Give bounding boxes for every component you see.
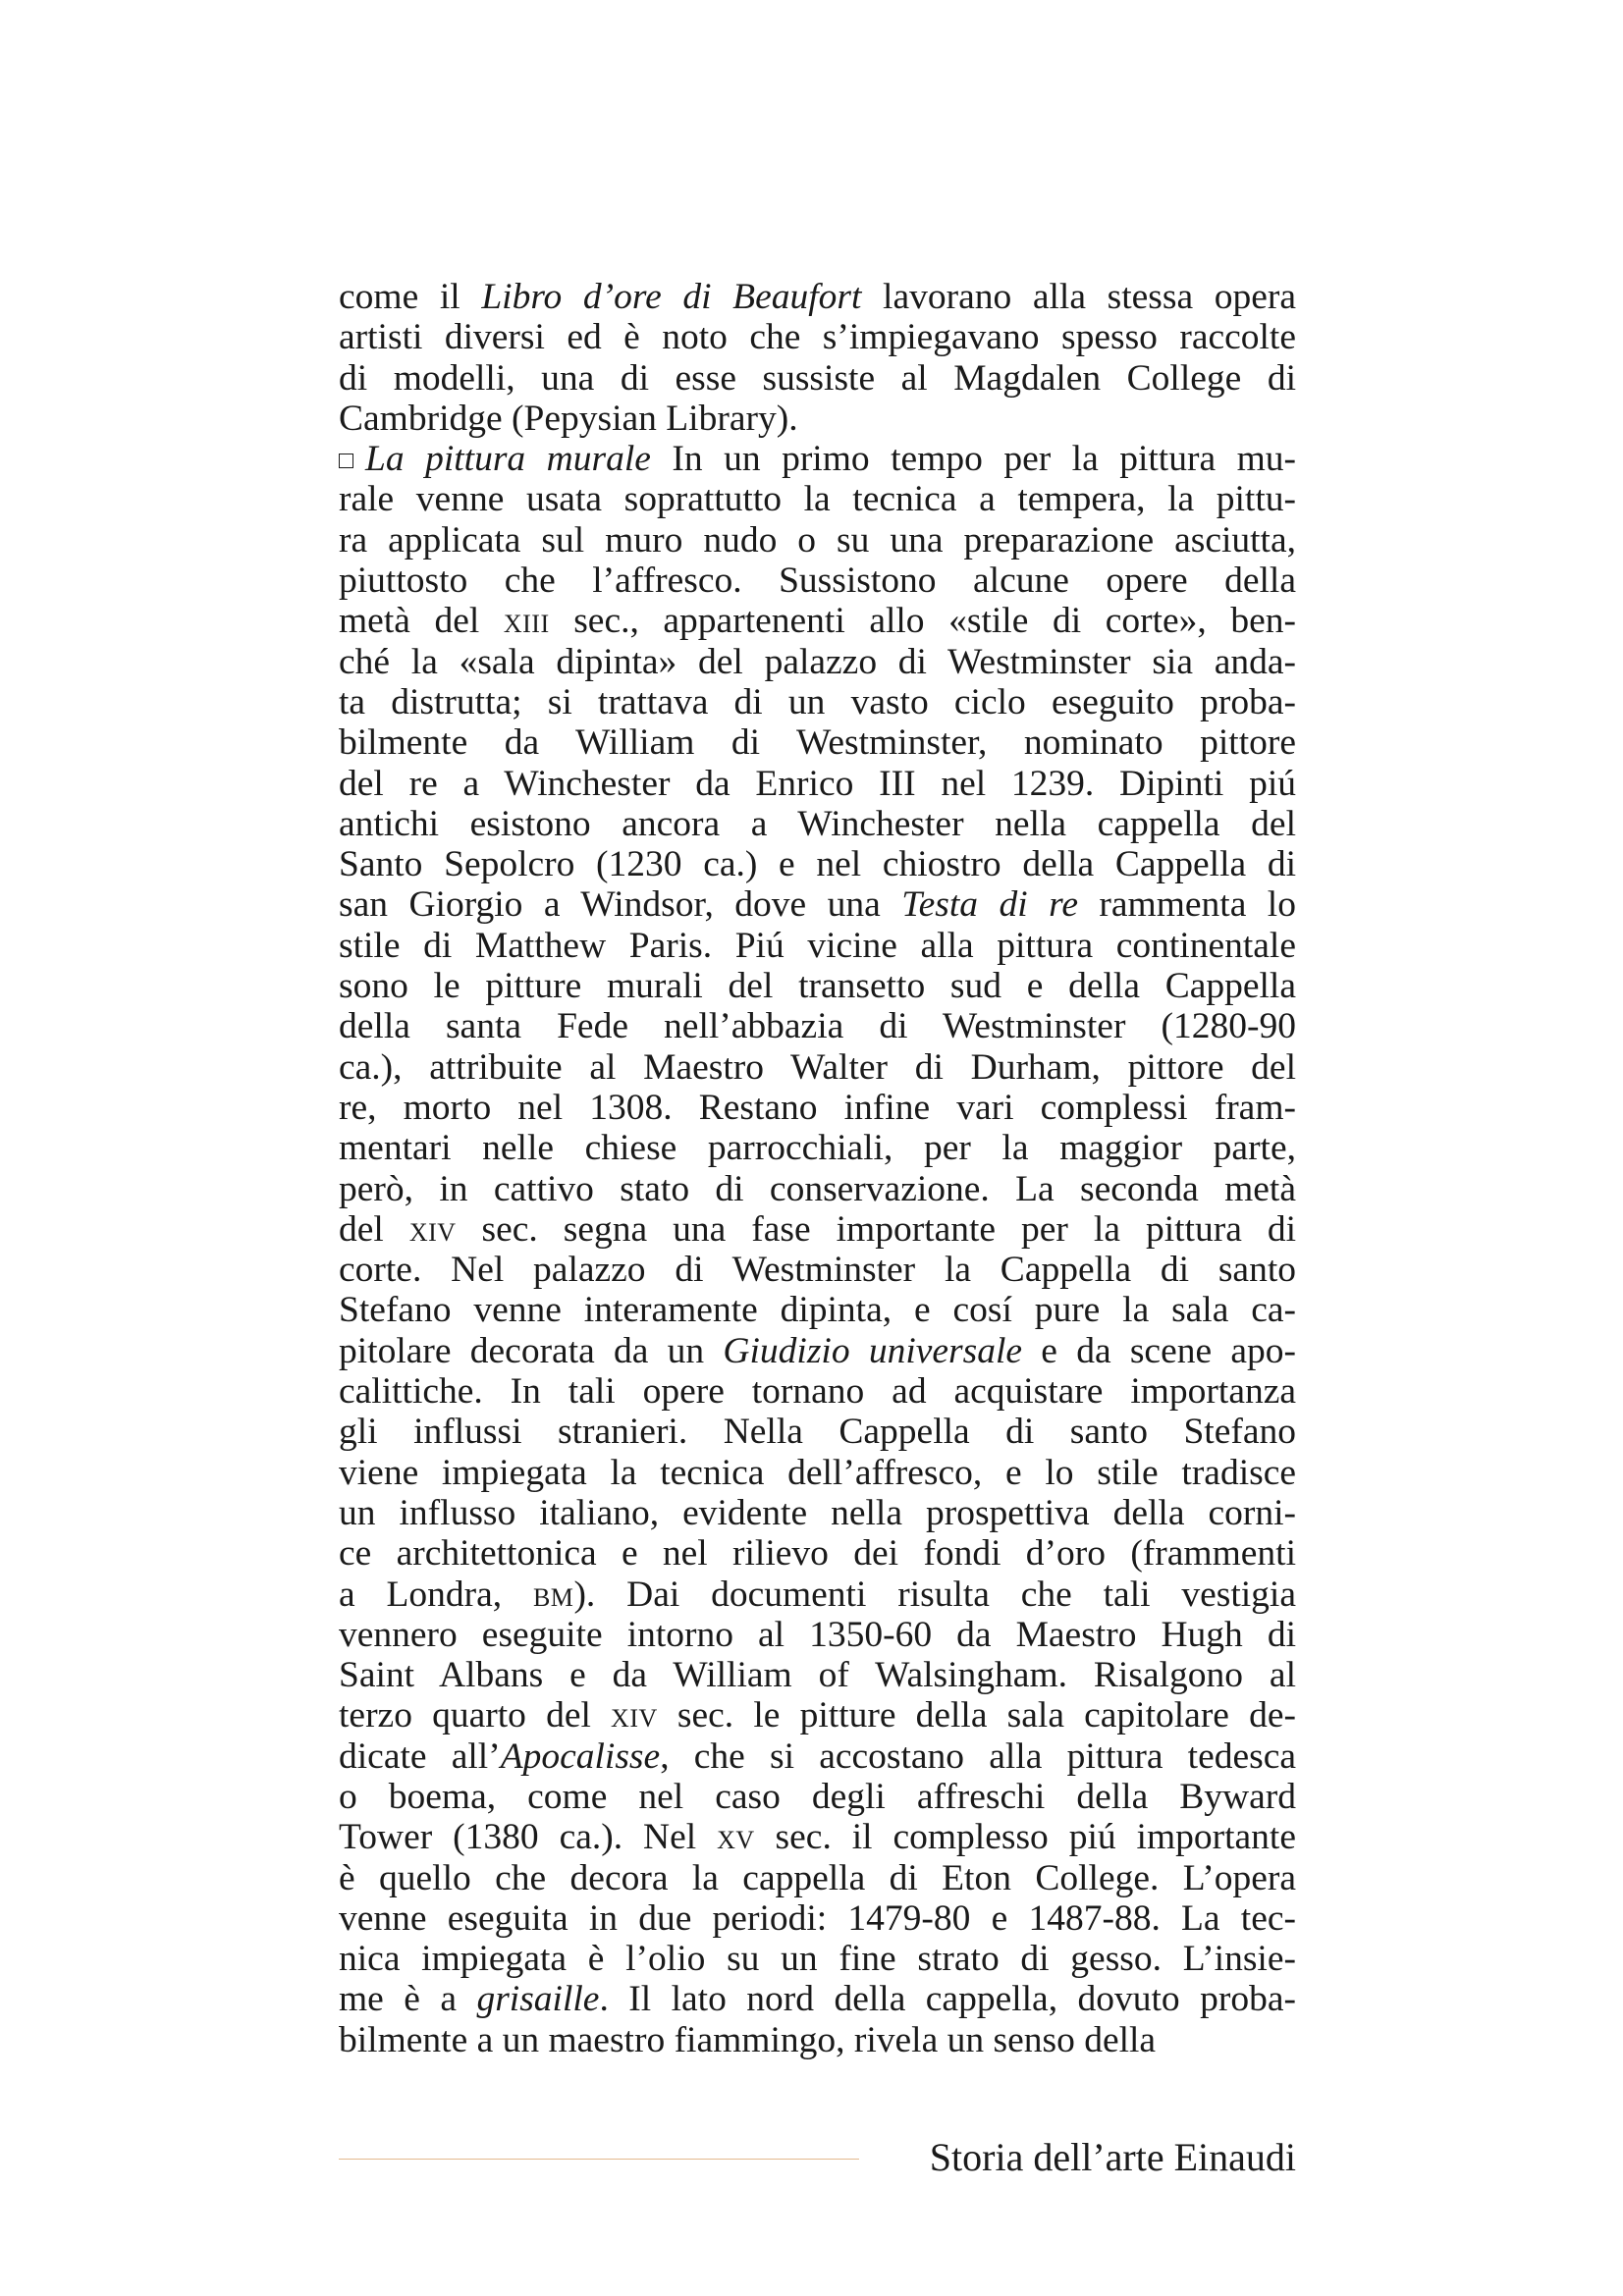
text-run: o boema, come nel caso degli affreschi della Byward — [339, 1776, 1296, 1817]
text-line — [339, 1331, 1296, 1371]
text-line — [339, 1169, 1296, 1209]
small-caps-text: xiii — [503, 601, 550, 642]
italic-title: Giudizio universale — [723, 1330, 1023, 1371]
text-line — [339, 2020, 1296, 2060]
text-run: come il — [339, 277, 482, 317]
text-run: di modelli, una di esse sussiste al Magdalen College di — [339, 357, 1296, 399]
text-line — [339, 601, 1296, 641]
text-line — [339, 1655, 1296, 1695]
text-run: Santo Sepolcro (1230 ca.) e nel chiostro della Cappella di — [339, 844, 1296, 885]
text-run: dicate all’ — [339, 1735, 501, 1777]
text-line — [339, 926, 1296, 966]
text-run: rammenta lo — [1077, 884, 1296, 926]
text-run: terzo quarto del — [339, 1695, 612, 1736]
text-line — [339, 1615, 1296, 1655]
text-line — [339, 804, 1296, 844]
text-line — [339, 1575, 1296, 1615]
text-run: ta distrutta; si trattava di un vasto ciclo eseguito proba- — [339, 681, 1296, 722]
text-run: sono le pitture murali del transetto sud e della Cappella — [339, 966, 1296, 1007]
text-line — [339, 1453, 1296, 1493]
text-line — [339, 399, 1296, 439]
text-line — [339, 1250, 1296, 1290]
text-line — [339, 642, 1296, 682]
text-run: viene impiegata la tecnica dell’affresco, e lo stile tradisce — [339, 1452, 1296, 1493]
text-run: pitolare decorata da un — [339, 1330, 724, 1371]
text-line — [339, 682, 1296, 722]
text-run: bilmente a un maestro fiammingo, rivela un senso della — [339, 2019, 1157, 2060]
text-line — [339, 1493, 1296, 1533]
text-run: ra applicata sul muro nudo o su una preparazione asciutta, — [339, 519, 1296, 561]
text-run: stile di Matthew Paris. Piú vicine alla pittura continentale — [339, 925, 1296, 966]
text-run: Stefano venne interamente dipinta, e cosí pure la sala ca- — [339, 1290, 1296, 1331]
text-run: calittiche. In tali opere tornano ad acquistare importanza — [339, 1371, 1296, 1413]
text-run: bilmente da William di Westminster, nominato pittore — [339, 722, 1296, 764]
italic-title: Apocalisse — [500, 1735, 661, 1777]
text-run: e da scene apo- — [1022, 1330, 1296, 1371]
text-line — [339, 1736, 1296, 1777]
text-line — [339, 1006, 1296, 1046]
text-run: a Londra, — [339, 1574, 533, 1615]
text-line — [339, 1777, 1296, 1817]
text-line — [339, 1939, 1296, 1979]
text-run: ce architettonica e nel rilievo dei fondi d’oro (frammenti — [339, 1533, 1296, 1575]
text-run: metà del — [339, 601, 504, 642]
text-run: mentari nelle chiese parrocchiali, per la maggior parte, — [339, 1128, 1296, 1169]
text-line — [339, 1412, 1296, 1452]
text-line — [339, 561, 1296, 601]
body-text — [339, 277, 1296, 2060]
text-run: nica impiegata è l’olio su un fine strato di gesso. L’insie- — [339, 1939, 1296, 1980]
text-run: sec. le pitture della sala capitolare de- — [657, 1695, 1296, 1736]
text-line — [339, 317, 1296, 357]
text-run: un influsso italiano, evidente nella prospettiva della corni- — [339, 1492, 1296, 1533]
text-line — [339, 358, 1296, 399]
text-line — [339, 1290, 1296, 1330]
text-run: san Giorgio a Windsor, dove una — [339, 884, 902, 926]
text-run: gli influssi stranieri. Nella Cappella di santo Stefano — [339, 1412, 1296, 1453]
text-line — [339, 722, 1296, 763]
text-run: del — [339, 1208, 409, 1250]
text-line — [339, 1979, 1296, 2019]
text-run: ca.), attribuite al Maestro Walter di Durham, pittore del — [339, 1046, 1296, 1088]
text-run: ché la «sala dipinta» del palazzo di Westminster sia anda- — [339, 641, 1296, 682]
text-run: del re a Winchester da Enrico III nel 1239. Dipinti piú — [339, 763, 1296, 804]
footer-rule — [339, 2159, 859, 2160]
text-line — [339, 1817, 1296, 1857]
text-line — [339, 966, 1296, 1006]
text-line — [339, 1209, 1296, 1250]
text-line — [339, 1858, 1296, 1898]
text-run: Tower (1380 ca.). Nel — [339, 1817, 718, 1858]
text-run: corte. Nel palazzo di Westminster la Cappella di santo — [339, 1250, 1296, 1291]
italic-title: Libro d’ore di Beaufort — [481, 277, 862, 317]
section-marker-icon — [339, 454, 353, 468]
text-run: artisti diversi ed è noto che s’impiegavano spesso raccolte — [339, 317, 1296, 358]
text-line — [339, 1371, 1296, 1412]
text-line — [339, 479, 1296, 519]
footer-series-title: Storia dell’arte Einaudi — [929, 2135, 1296, 2179]
text-run: In un primo tempo per la pittura mu- — [650, 439, 1296, 480]
text-run: sec., appartenenti allo «stile di corte», ben- — [549, 601, 1296, 642]
text-line — [339, 439, 1296, 479]
text-line — [339, 884, 1296, 925]
text-run: ). Dai documenti risulta che tali vestigia — [573, 1574, 1296, 1615]
text-line — [339, 1088, 1296, 1128]
text-run: sec. il complesso piú importante — [754, 1817, 1296, 1858]
text-line — [339, 277, 1296, 317]
text-line — [339, 1695, 1296, 1735]
text-line — [339, 1898, 1296, 1939]
text-run: Cambridge (Pepysian Library). — [339, 398, 798, 439]
text-line — [339, 1128, 1296, 1168]
text-run: vennero eseguite intorno al 1350-60 da Maestro Hugh di — [339, 1614, 1296, 1655]
small-caps-text: xv — [717, 1817, 755, 1858]
text-run: sec. segna una fase importante per la pittura di — [456, 1208, 1296, 1250]
small-caps-text: bm — [532, 1574, 574, 1615]
text-run: , che si accostano alla pittura tedesca — [660, 1735, 1296, 1777]
small-caps-text: xiv — [408, 1208, 457, 1250]
text-line — [339, 1533, 1296, 1574]
text-run: venne eseguita in due periodi: 1479-80 e 1487-88. La tec- — [339, 1897, 1296, 1939]
text-run: antichi esistono ancora a Winchester nella cappella del — [339, 803, 1296, 844]
text-run: . Il lato nord della cappella, dovuto proba- — [599, 1979, 1296, 2020]
text-line — [339, 764, 1296, 804]
italic-title: grisaille — [476, 1979, 600, 2020]
text-line — [339, 520, 1296, 561]
text-run: Saint Albans e da William of Walsingham. Risalgono al — [339, 1655, 1296, 1696]
italic-title: Testa di re — [901, 884, 1078, 926]
text-line — [339, 1047, 1296, 1088]
text-line — [339, 844, 1296, 884]
text-run: però, in cattivo stato di conservazione. La seconda metà — [339, 1168, 1296, 1209]
text-run: della santa Fede nell’abbazia di Westminster (1280-90 — [339, 1006, 1296, 1047]
text-run: re, morto nel 1308. Restano infine vari complessi fram- — [339, 1087, 1296, 1128]
text-run: rale venne usata soprattutto la tecnica a tempera, la pittu- — [339, 479, 1296, 520]
italic-title: La pittura murale — [365, 439, 651, 480]
text-run: lavorano alla stessa opera — [861, 277, 1296, 317]
text-run: me è a — [339, 1979, 477, 2020]
text-run: è quello che decora la cappella di Eton College. L’opera — [339, 1857, 1296, 1898]
small-caps-text: xiv — [611, 1695, 658, 1736]
text-run: piuttosto che l’affresco. Sussistono alcune opere della — [339, 561, 1296, 602]
